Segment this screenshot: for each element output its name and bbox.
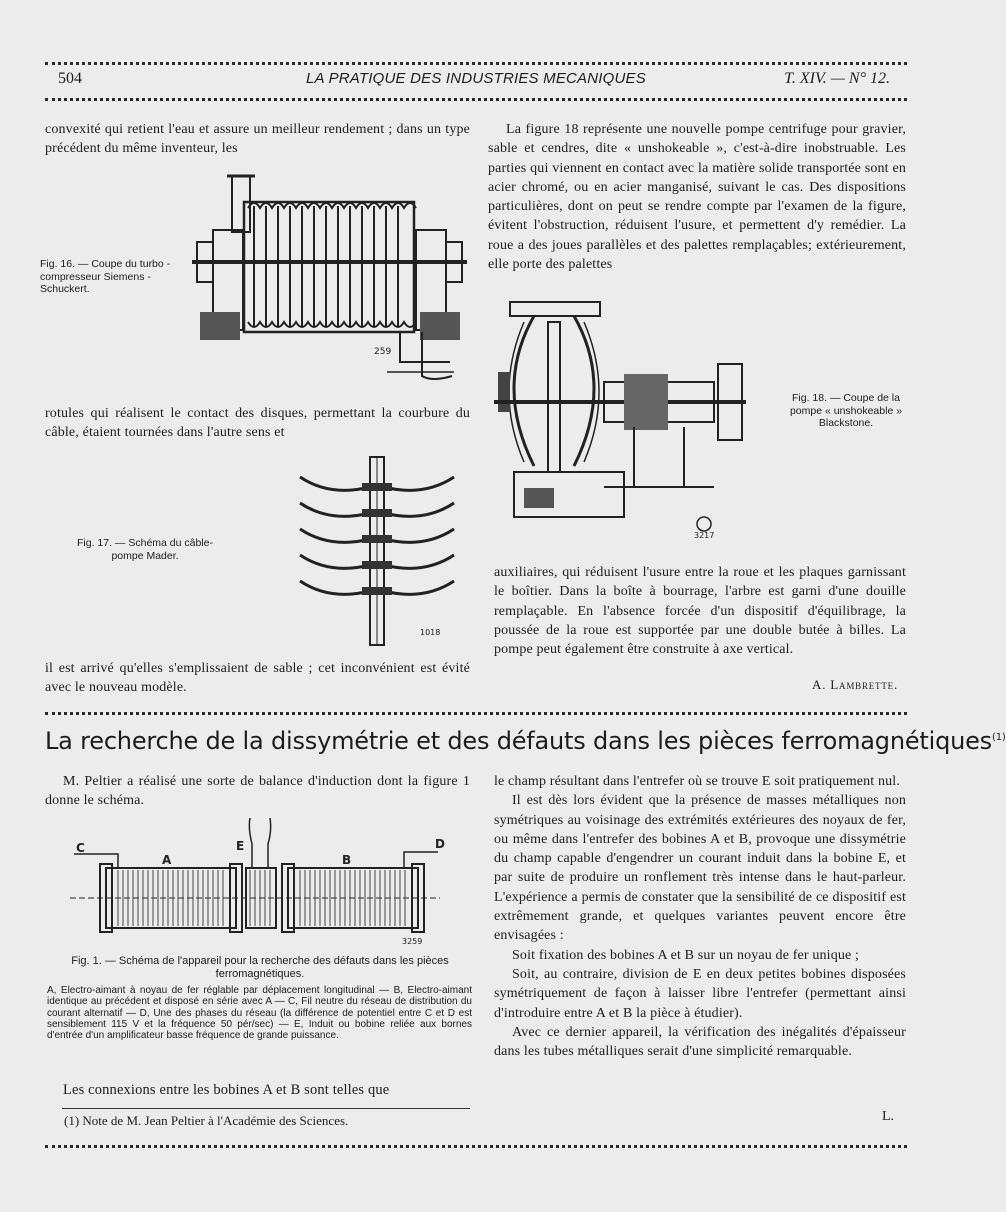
article-right-column	[494, 772, 906, 1061]
volume-number: T. XIV. — N° 12.	[784, 70, 890, 87]
right-column-top-text: La figure 18 représente une nouvelle pompe centrifuge pour gravier, sable et cendres, dite « unshokeable », c'est-à-dire inobstruable. Les parties qui viennent en contact avec la matière solide transportée sont en acier chromé, ou en acier manganisé, suivant le cas. Des dispositions particulières, dont on peut se rendre compte par l'examen de la figure, évitent l'obstruction, réduisent l'usure, et permettent d'y remédier. La roue a des joues parallèles et des palettes remplaçables; extérieurement, elle porte des palettes	[488, 122, 906, 273]
fig16-turbo-compressor-drawing	[192, 172, 467, 387]
fig17-cable-pump-drawing	[292, 455, 462, 650]
article-intro-text: M. Peltier a réalisé une sorte de balance d'induction dont la figure 1 donne le schéma.	[45, 774, 470, 809]
page-number: 504	[58, 70, 82, 87]
fig16-number: 259	[374, 347, 392, 357]
fig1-letter-a: A	[162, 853, 172, 867]
fig18-pump-drawing	[494, 302, 746, 540]
article-right-para-5: Avec ce dernier appareil, la vérification des inégalités d'épaisseur dans les tubes métalliques serait d'une simplicité remarquable.	[494, 1024, 906, 1060]
fig1-number: 3259	[402, 937, 423, 946]
fig18-number: 3217	[694, 531, 715, 540]
article-right-para-4: Soit, au contraire, division de E en deux petites bobines disposées symétriquement de façon à laisser libre l'entrefer (permettant ainsi d'introduire entre A et B la pièce à étudier).	[494, 966, 906, 1021]
fig1-legend: A, Electro-aimant à noyau de fer réglable par déplacement longitudinal — B, Electro-aimant identique au précédent et disposé en série avec A — C, Fil neutre du réseau de distribution du courant alternatif — D, Une des phases du réseau (la différence de potentiel entre C et D est sensiblement 115 V et la fréquence 50 pér/sec) — E, Induit ou bobine reliée aux bornes d'entrée d'un amplificateur basse fréquence de grande puissance.	[47, 985, 472, 1042]
fig17-caption: Fig. 17. — Schéma du câble-pompe Mader.	[77, 537, 213, 562]
fig18-caption: Fig. 18. — Coupe de la pompe « unshokeable » Blackstone.	[789, 392, 903, 429]
right-column-bottom-text: auxiliaires, qui réduisent l'usure entre la roue et les plaques garnissant le boîtier. Dans la boîte à bourrage, l'arbre est garni d'une douille remplaçable. En l'absence forcée d'un dispositif d'équilibrage, la poussée de la roue est supportée par une double butée à billes. La pompe peut également être construite à axe vertical.	[494, 565, 906, 658]
fig1-letter-d: D	[435, 837, 445, 851]
fig1-schematic	[70, 818, 445, 948]
top-rule	[45, 62, 907, 65]
bottom-rule	[45, 1145, 907, 1148]
fig17-number: 1018	[420, 628, 441, 637]
article-right-para-2: Il est dès lors évident que la présence de masses métalliques non symétriques au voisinage des extrémités extérieures des noyaux de fer, ou même dans l'entrefer des bobines A et B, provoque une dissymétrie du champ capable d'engendrer un courant induit dans la bobine E, et par suite de produire un ronflement très intense dans le haut-parleur. L'expérience a permis de constater que la sensibilité de ce dispositif est extrêmement grande, et quelques variantes peuvent encore être envisagées :	[494, 793, 906, 944]
article-title-note: (1)	[992, 732, 1006, 743]
fig1-letter-c: C	[76, 841, 85, 855]
fig1-letter-e: E	[236, 839, 245, 853]
article-separator-rule	[45, 712, 907, 715]
left-column-bottom-text: il est arrivé qu'elles s'emplissaient de sable ; cet inconvénient est évité avec le nouveau modèle.	[45, 661, 470, 696]
signature-lambrette: A. Lambrette.	[812, 677, 898, 692]
left-column-top-text: convexité qui retient l'eau et assure un meilleur rendement ; dans un type précédent du même inventeur, les	[45, 122, 470, 157]
fig1-letter-b: B	[342, 853, 352, 867]
article-right-para-3: Soit fixation des bobines A et B sur un noyau de fer unique ;	[512, 947, 860, 963]
article-left-after-fig: Les connexions entre les bobines A et B sont telles que	[63, 1082, 390, 1098]
article-title	[45, 727, 1006, 755]
article-right-signature: L.	[881, 1109, 894, 1124]
fig1-caption: Fig. 1. — Schéma de l'appareil pour la recherche des défauts dans les pièces ferromagnétiques.	[71, 955, 449, 980]
footnote: (1) Note de M. Jean Peltier à l'Académie des Sciences.	[64, 1113, 349, 1128]
journal-title: LA PRATIQUE DES INDUSTRIES MECANIQUES	[306, 70, 646, 87]
left-column-mid-text: rotules qui réalisent le contact des disques, permettant la courbure du câble, étaient tournées dans l'autre sens et	[45, 406, 470, 441]
fig16-caption: Fig. 16. — Coupe du turbo - compresseur Siemens - Schuckert.	[40, 258, 171, 295]
article-title-text: La recherche de la dissymétrie et des défauts dans les pièces ferromagnétiques	[45, 727, 992, 755]
footnote-rule	[62, 1108, 470, 1109]
header-rule	[45, 98, 907, 101]
article-right-para-1: le champ résultant dans l'entrefer où se trouve E soit pratiquement nul.	[494, 774, 900, 789]
